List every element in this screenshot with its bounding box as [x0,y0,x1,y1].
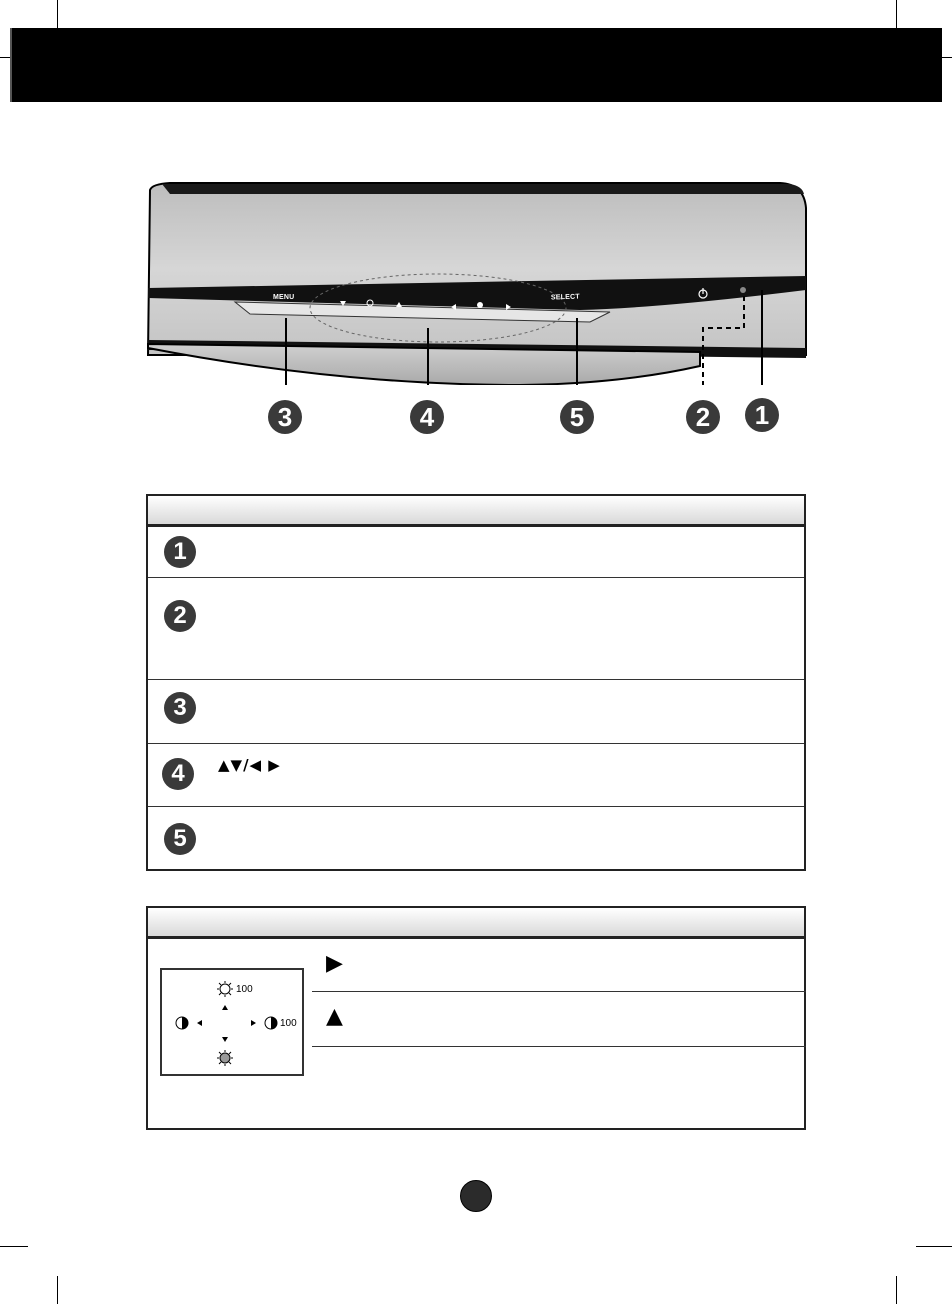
function-table [146,494,806,871]
up-arrow-icon [222,1005,228,1010]
right-arrow-symbol: ▶ [326,951,343,976]
up-arrow-symbol: ▲ [326,1004,343,1029]
osd-contrast-value: 100 [280,1018,297,1029]
callout-badge-4: 4 [410,400,444,434]
hotkey-table-header [148,908,804,939]
row-badge-1: 1 [164,536,196,568]
right-arrow-icon [251,1020,256,1026]
brightness-icon [217,981,233,997]
menu-label: MENU [273,294,295,301]
contrast-icon-right [265,1017,277,1029]
hotkey-row-1 [312,939,806,992]
callout-badge-2: 2 [686,400,720,434]
callout-badge-5: 5 [560,400,594,434]
hotkey-row-2 [312,992,806,1047]
osd-brightness-value: 100 [236,984,253,995]
contrast-icon-left [176,1017,188,1029]
function-row-4 [148,744,804,807]
monitor-front-panel [140,180,812,385]
osd-preview [160,968,304,1076]
function-row-1 [148,527,804,578]
hotkey-table [146,906,806,1130]
monitor-illustration [140,180,812,385]
row-badge-3: 3 [164,692,196,724]
crop-mark-top-right-vertical [896,0,897,28]
row-badge-2: 2 [164,600,196,632]
function-row-2 [148,578,804,680]
header-bar [12,28,942,102]
arrow-keys-symbols: ▲▼/◀ ▶ [218,756,281,774]
crop-mark-bottom-right-vertical [896,1276,897,1304]
select-label: SELECT [550,293,580,302]
crop-mark-top-left-vertical [57,0,58,28]
function-table-header [148,496,804,527]
row-badge-5: 5 [164,823,196,855]
left-arrow-icon [197,1020,202,1026]
callout-badge-1: 1 [745,398,779,432]
callout-badge-3: 3 [268,400,302,434]
crop-mark-bottom-left-horizontal [0,1246,28,1247]
crop-mark-top-right-horizontal [942,57,952,58]
page-number-marker [460,1180,492,1212]
brightness-dim-icon [217,1050,233,1066]
function-row-3 [148,680,804,744]
crop-mark-bottom-right-horizontal [916,1246,952,1247]
crop-mark-bottom-left-vertical [57,1276,58,1304]
row-badge-4: 4 [162,758,194,790]
function-row-5 [148,807,804,869]
down-arrow-icon [222,1037,228,1042]
